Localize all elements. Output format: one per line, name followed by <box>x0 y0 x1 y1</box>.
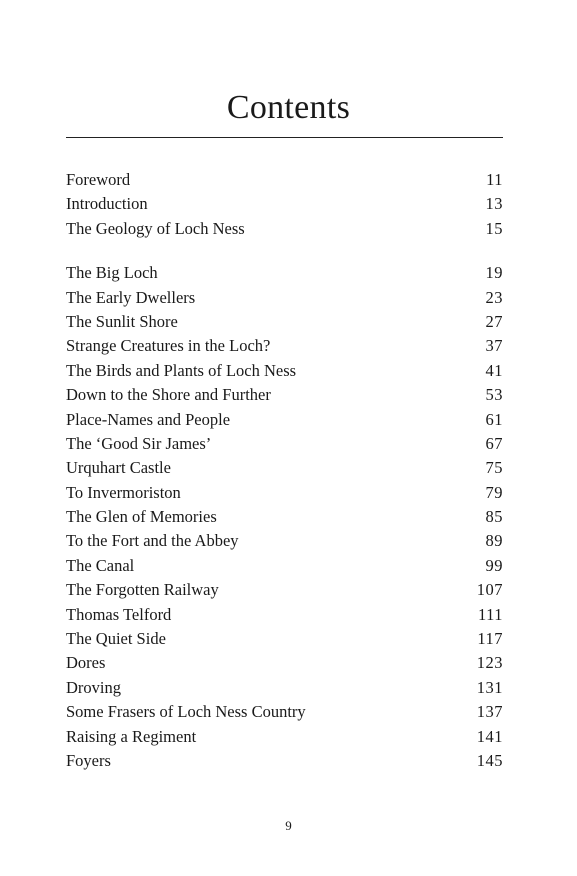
toc-entry-page: 111 <box>477 604 503 624</box>
toc-entry-page: 37 <box>485 336 503 356</box>
toc-entry <box>66 432 503 456</box>
toc-entry-page: 137 <box>476 702 503 722</box>
toc-entry <box>66 554 503 578</box>
toc-entry <box>66 192 503 216</box>
toc-entry <box>66 627 503 651</box>
toc-entry-page: 11 <box>486 170 503 189</box>
toc-entry-page: 19 <box>485 263 503 283</box>
toc-entry-title: Down to the Shore and Further <box>66 385 271 405</box>
toc-entry-title: The ‘Good Sir James’ <box>66 433 212 453</box>
toc-entry <box>66 286 503 310</box>
toc-entry-page: 61 <box>485 409 503 429</box>
toc-entry <box>66 481 503 505</box>
toc-entry-title: The Forgotten Railway <box>66 580 219 600</box>
toc-entry-title: Foyers <box>66 750 111 770</box>
toc-entry-page: 79 <box>485 482 503 502</box>
toc-entry-title: The Sunlit Shore <box>66 311 178 331</box>
page-number: 9 <box>285 818 292 833</box>
toc-group <box>66 261 503 773</box>
toc-entry-title: The Big Loch <box>66 263 158 283</box>
toc-entry-page: 75 <box>485 458 503 478</box>
toc-entry <box>66 603 503 627</box>
toc-entry-title: Foreword <box>66 170 131 189</box>
toc-entry <box>66 334 503 358</box>
toc-entry-title: The Geology of Loch Ness <box>66 218 245 238</box>
toc-entry <box>66 700 503 724</box>
toc-entry-title: The Glen of Memories <box>66 507 217 527</box>
toc-entry-title: Strange Creatures in the Loch? <box>66 336 271 356</box>
toc-entry-title: To Invermoriston <box>66 482 181 502</box>
toc-entry <box>66 456 503 480</box>
toc-entry <box>66 749 503 773</box>
toc-entry-title: Raising a Regiment <box>66 726 197 746</box>
toc-entry-title: Dores <box>66 653 106 673</box>
toc-entry <box>66 651 503 675</box>
toc-entry-page: 23 <box>485 287 503 307</box>
toc-entry-page: 107 <box>476 580 503 600</box>
toc-entry <box>66 217 503 241</box>
page-title: Contents <box>226 89 351 126</box>
toc-entry-page: 117 <box>477 629 503 649</box>
toc-entry <box>66 725 503 749</box>
toc-entry-title: Droving <box>66 677 121 697</box>
toc-entry <box>66 168 503 192</box>
toc-entry <box>66 359 503 383</box>
toc-group <box>66 168 503 241</box>
toc-entry-page: 13 <box>485 194 503 214</box>
toc-entry <box>66 676 503 700</box>
toc-entry <box>66 408 503 432</box>
title-rule <box>66 137 503 138</box>
toc-entry-title: The Quiet Side <box>66 629 166 649</box>
toc-entry-page: 67 <box>485 433 503 453</box>
toc-entry-page: 41 <box>485 360 503 380</box>
toc-entry-page: 89 <box>485 531 503 551</box>
toc-entry-page: 27 <box>485 311 503 331</box>
toc-entry-title: Some Frasers of Loch Ness Country <box>66 702 306 722</box>
toc-entry-title: Urquhart Castle <box>66 458 171 478</box>
toc-entry-page: 15 <box>485 218 503 238</box>
toc-entry-page: 85 <box>485 507 503 527</box>
toc-entry <box>66 383 503 407</box>
toc-entry-title: To the Fort and the Abbey <box>66 531 239 551</box>
table-of-contents <box>66 168 503 773</box>
toc-entry-title: Thomas Telford <box>66 604 172 624</box>
toc-entry <box>66 261 503 285</box>
toc-entry <box>66 529 503 553</box>
toc-entry-title: Introduction <box>66 194 148 214</box>
toc-entry-page: 53 <box>485 385 503 405</box>
toc-entry-page: 141 <box>476 726 503 746</box>
toc-entry <box>66 578 503 602</box>
toc-entry-page: 145 <box>476 750 503 770</box>
toc-entry <box>66 310 503 334</box>
toc-entry-title: Place-Names and People <box>66 409 231 429</box>
toc-entry-page: 123 <box>476 653 503 673</box>
toc-entry-title: The Early Dwellers <box>66 287 196 307</box>
toc-entry-page: 99 <box>485 555 503 575</box>
toc-entry <box>66 505 503 529</box>
toc-entry-title: The Birds and Plants of Loch Ness <box>66 360 297 380</box>
toc-entry-title: The Canal <box>66 555 135 575</box>
toc-entry-page: 131 <box>476 677 503 697</box>
